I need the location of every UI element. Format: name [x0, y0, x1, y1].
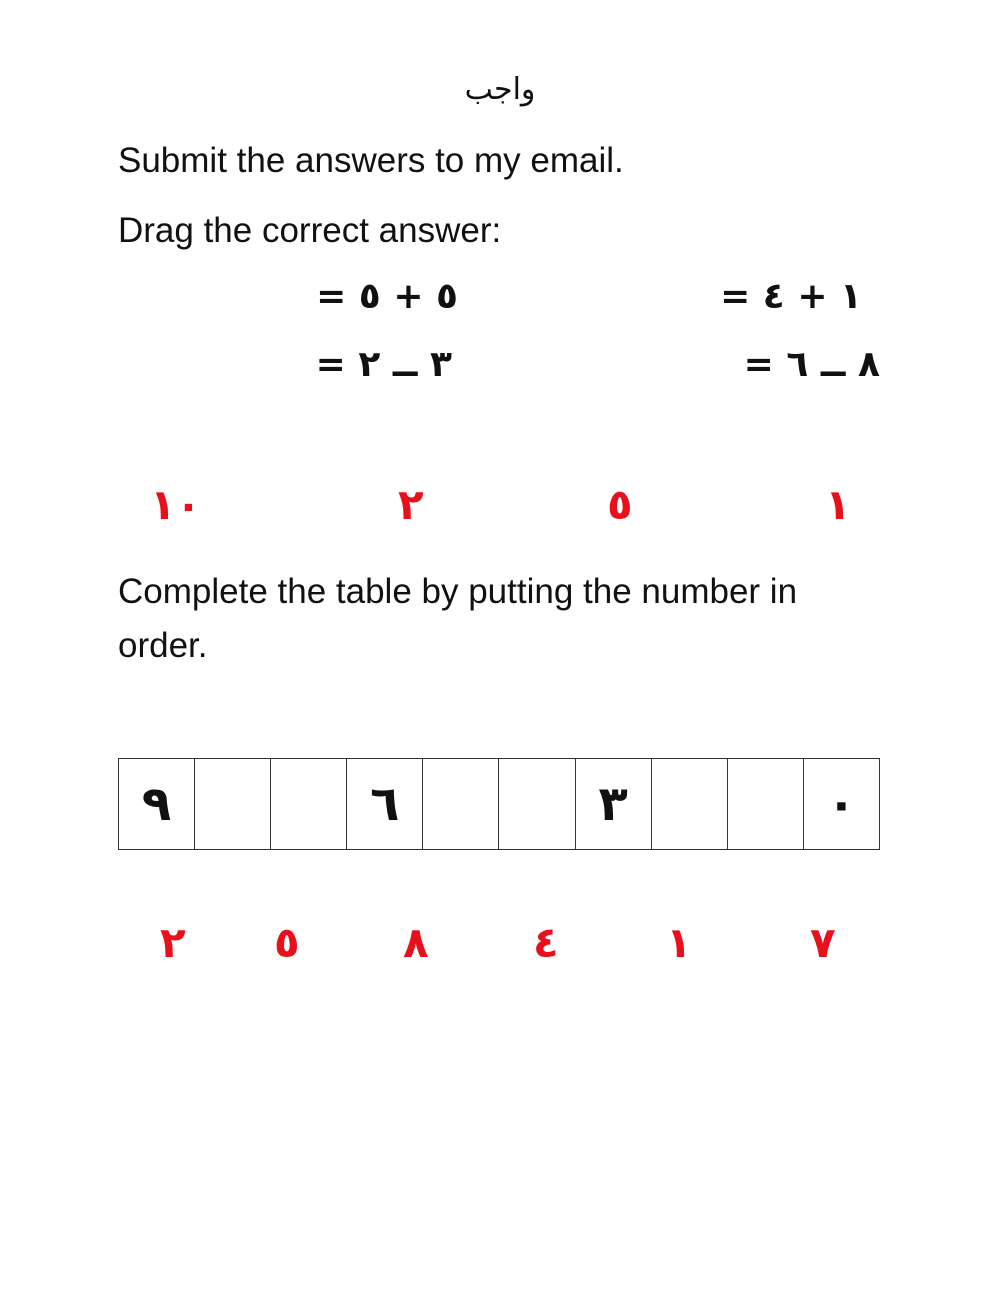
answer-option[interactable]: ٢ [398, 480, 424, 529]
table-cell[interactable] [423, 759, 499, 849]
table-choice[interactable]: ٧ [810, 918, 836, 967]
equation-2: ٥ + ٥ = [316, 276, 458, 317]
table-choice[interactable]: ٤ [533, 918, 559, 967]
table-choice[interactable]: ٨ [403, 918, 429, 967]
submit-instruction: Submit the answers to my email. [118, 141, 624, 180]
number-order-table [118, 758, 880, 850]
table-cell[interactable] [499, 759, 575, 849]
answer-option[interactable]: ١٠ [150, 480, 202, 529]
equation-1: ١ + ٤ = [720, 276, 862, 317]
answer-option[interactable]: ١ [825, 480, 851, 529]
table-cell[interactable]: ٦ [347, 759, 423, 849]
table-choice[interactable]: ٥ [274, 918, 300, 967]
table-cell[interactable]: ٠ [826, 776, 857, 832]
equation-4: ٣ ــ ٢ = [315, 344, 452, 385]
table-cell[interactable] [728, 759, 804, 849]
table-choice[interactable]: ٢ [160, 918, 186, 967]
answer-option[interactable]: ٥ [607, 480, 633, 529]
equation-3: ٨ ــ ٦ = [743, 344, 880, 385]
table-cell[interactable] [652, 759, 728, 849]
table-cell[interactable] [195, 759, 271, 849]
table-cell[interactable]: ٩ [119, 759, 195, 849]
table-cell[interactable] [271, 759, 347, 849]
complete-instruction: Complete the table by putting the number in order. [118, 572, 798, 665]
table-choice[interactable]: ١ [666, 918, 692, 967]
table-cell[interactable]: ٣ [576, 759, 652, 849]
drag-instruction: Drag the correct answer: [118, 211, 502, 250]
page-title: واجب [464, 72, 536, 107]
